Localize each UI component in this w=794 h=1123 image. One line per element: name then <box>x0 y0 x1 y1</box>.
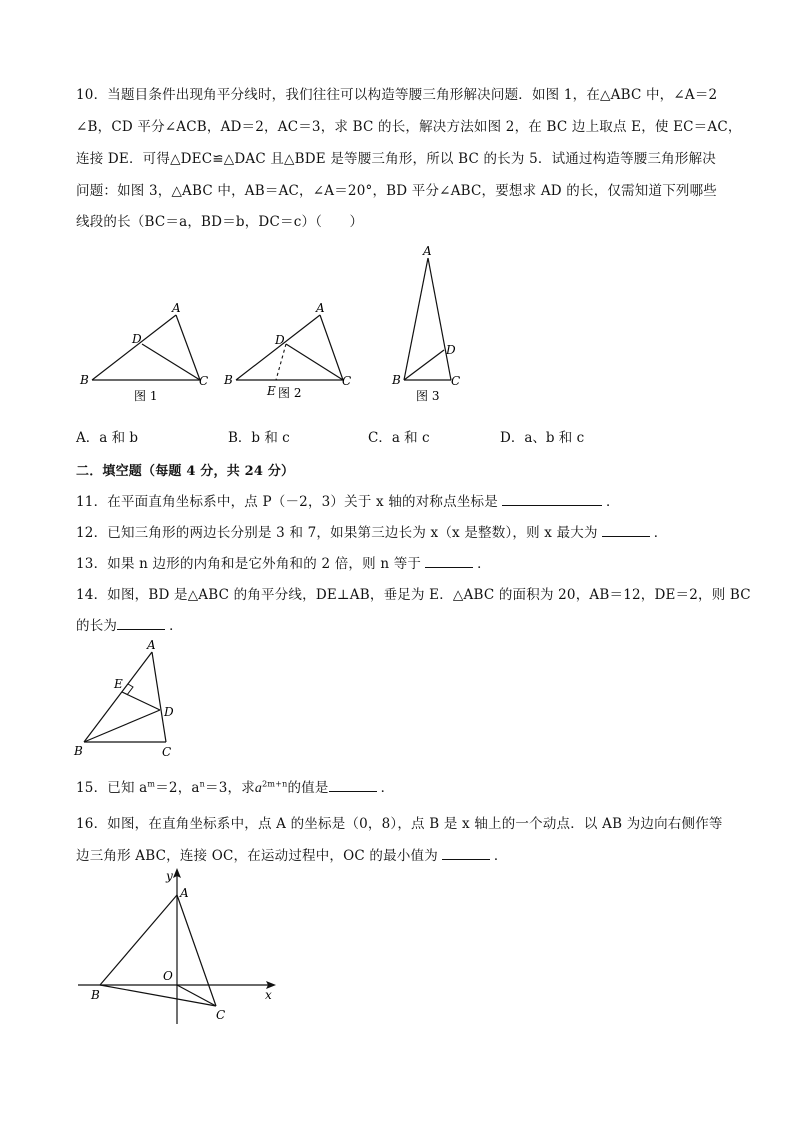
q12 <box>76 521 667 541</box>
q16-label-x: x <box>265 988 272 1002</box>
q16-label-a: A <box>180 886 189 900</box>
q14-label-a: A <box>147 638 156 652</box>
q13-blank[interactable] <box>425 555 473 568</box>
fig1-label-d: D <box>132 332 142 346</box>
q15-expr-sup: 2m+n <box>262 779 288 789</box>
fig1-label-a: A <box>172 301 181 315</box>
q15 <box>76 776 394 797</box>
q15-text-4: 的值是 <box>287 780 329 796</box>
q15-expr-base: a <box>254 781 263 796</box>
option-b: B．b 和 c <box>228 430 290 446</box>
fig2-label-b: B <box>224 373 233 387</box>
q14-blank[interactable] <box>117 617 165 630</box>
fig1-caption: 图 1 <box>134 389 158 403</box>
q11-end: ． <box>605 494 620 510</box>
q11-text: 11．在平面直角坐标系中，点 P（－2，3）关于 x 轴的对称点坐标是 <box>76 494 498 510</box>
q10-figures <box>70 240 490 410</box>
q14-label-b: B <box>74 744 83 758</box>
fig2-label-e: E <box>267 384 276 398</box>
figure-1 <box>79 301 208 403</box>
fig2-label-a: A <box>316 301 325 315</box>
fig3-caption: 图 3 <box>416 389 440 403</box>
q15-sup-m: m <box>147 779 156 789</box>
section-header: 二．填空题（每题 4 分，共 24 分） <box>76 464 295 479</box>
fig1-label-c: C <box>199 374 209 388</box>
q13-text: 13．如果 n 边形的内角和是它外角和的 2 倍，则 n 等于 <box>76 556 422 572</box>
option-a: A．a 和 b <box>76 430 139 446</box>
figure-2 <box>223 301 351 400</box>
q10-line-5: 线段的长（BC＝a，BD＝b，DC＝c）（ ） <box>76 214 364 230</box>
fig2-caption: 图 2 <box>278 386 302 400</box>
fig2-label-c: C <box>342 374 352 388</box>
fig1-label-b: B <box>80 373 89 387</box>
q15-end: ． <box>380 780 395 796</box>
q14-end: ． <box>169 618 183 634</box>
q14-label-e: E <box>114 677 123 691</box>
q14-label-d: D <box>164 705 174 719</box>
q14-text: 的长为 <box>76 618 118 634</box>
q16-text: 边三角形 ABC，连接 OC，在运动过程中，OC 的最小值为 <box>76 848 438 864</box>
q16-end: ． <box>493 848 508 864</box>
q16-blank[interactable] <box>442 847 490 860</box>
figure-3 <box>391 244 460 403</box>
q12-text: 12．已知三角形的两边长分别是 3 和 7，如果第三边长为 x（x 是整数），则 x 最大为 <box>76 525 598 541</box>
q16-label-c: C <box>216 1008 226 1022</box>
q10-line-3: 连接 DE．可得△DEC≌△DAC 且△BDE 是等腰三角形，所以 BC 的长为 5．试通过构造等腰三角形解决 <box>76 151 716 167</box>
q14-line-1: 14．如图，BD 是△ABC 的角平分线，DE⊥AB，垂足为 E．△ABC 的面积为 20，AB＝12，DE＝2，则 BC <box>76 587 751 603</box>
option-d: D．a、b 和 c <box>500 430 585 446</box>
fig3-label-d: D <box>446 343 456 357</box>
q16-line-2 <box>76 844 508 864</box>
fig3-label-a: A <box>423 244 432 258</box>
q16-figure <box>70 866 290 1031</box>
q14-label-c: C <box>162 745 172 759</box>
fig2-label-d: D <box>275 333 285 347</box>
q15-blank[interactable] <box>329 779 377 792</box>
q13-end: ． <box>477 556 491 572</box>
q13 <box>76 552 491 572</box>
q12-end: ． <box>653 525 668 541</box>
q12-blank[interactable] <box>602 524 650 537</box>
q10-line-4: 问题：如图 3，△ABC 中，AB＝AC，∠A＝20°，BD 平分∠ABC，要想求 AD 的长，仅需知道下列哪些 <box>76 183 717 199</box>
q14-figure <box>70 638 200 763</box>
q15-sup-n: n <box>199 779 206 789</box>
option-c: C．a 和 c <box>368 430 430 446</box>
q10-line-2: ∠B，CD 平分∠ACB，AD＝2，AC＝3，求 BC 的长，解决方法如图 2，在 BC 边上取点 E，使 EC＝AC， <box>76 119 742 135</box>
q15-text-2: ＝2，a <box>155 780 200 796</box>
q15-text-3: ＝3，求 <box>205 780 255 796</box>
q11-blank[interactable] <box>502 493 602 506</box>
q16-label-o: O <box>163 969 173 983</box>
q15-text-1: 15．已知 a <box>76 780 148 796</box>
q11 <box>76 490 620 510</box>
q10-line-1: 10．当题目条件出现角平分线时，我们往往可以构造等腰三角形解决问题．如图 1，在△ABC 中，∠A＝2 <box>76 87 718 103</box>
q16-label-y: y <box>166 869 173 883</box>
q16-label-b: B <box>91 988 100 1002</box>
fig3-label-b: B <box>392 373 401 387</box>
q14-line-2 <box>76 614 183 634</box>
q16-line-1: 16．如图，在直角坐标系中，点 A 的坐标是（0，8），点 B 是 x 轴上的一个动点．以 AB 为边向右侧作等 <box>76 816 723 832</box>
fig3-label-c: C <box>451 374 461 388</box>
